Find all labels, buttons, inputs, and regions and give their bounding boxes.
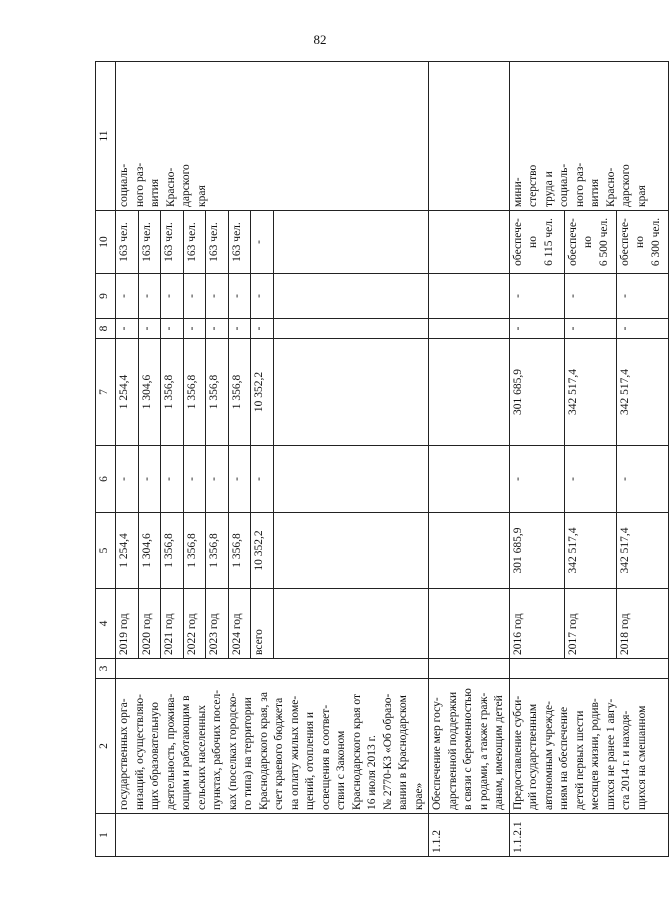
result-cell: 163 чел. — [161, 211, 184, 274]
header-cell: 5 — [96, 513, 116, 589]
value-cell: - — [206, 274, 229, 319]
empty-cell — [509, 659, 668, 679]
value-cell: 1 356,8 — [228, 339, 251, 446]
empty-cell — [429, 211, 510, 274]
executor-cell: мини- стерство труда и социаль- ного раз- вития Красно- дарского края — [509, 62, 668, 211]
empty-cell — [429, 274, 510, 319]
empty-cell — [274, 211, 429, 274]
header-cell: 9 — [96, 274, 116, 319]
result-cell: 163 чел. — [138, 211, 161, 274]
value-cell: - — [138, 319, 161, 339]
header-cell: 11 — [96, 62, 116, 211]
empty-cell — [429, 589, 510, 659]
value-cell: - — [509, 319, 564, 339]
year-cell: 2023 год — [206, 589, 229, 659]
value-cell: - — [183, 319, 206, 339]
value-cell: - — [138, 274, 161, 319]
program-table — [95, 61, 669, 857]
header-cell: 4 — [96, 589, 116, 659]
value-cell: 10 352,2 — [251, 339, 274, 446]
header-cell: 10 — [96, 211, 116, 274]
value-cell: - — [509, 274, 564, 319]
header-cell: 2 — [96, 679, 116, 814]
value-cell: 1 356,8 — [206, 513, 229, 589]
empty-cell — [274, 274, 429, 319]
value-cell: 301 685,9 — [509, 513, 564, 589]
header-row — [96, 62, 116, 857]
result-cell: - — [251, 211, 274, 274]
value-cell: 342 517,4 — [564, 339, 616, 446]
value-cell: - — [161, 319, 184, 339]
year-cell: 2021 год — [161, 589, 184, 659]
empty-cell — [274, 446, 429, 513]
item-number: 1.1.2 — [429, 814, 510, 857]
result-cell: обеспече- но 6 115 чел. — [509, 211, 564, 274]
year-cell: 2020 год — [138, 589, 161, 659]
empty-cell — [274, 589, 429, 659]
value-cell: - — [564, 319, 616, 339]
year-cell: 2016 год — [509, 589, 564, 659]
empty-cell — [274, 339, 429, 446]
value-cell: - — [564, 446, 616, 513]
item-number: 1.1.2.1 — [509, 814, 668, 857]
value-cell: 1 304,6 — [138, 339, 161, 446]
page-number: 82 — [313, 32, 327, 47]
result-cell: 163 чел. — [183, 211, 206, 274]
value-cell: - — [228, 446, 251, 513]
value-cell: 301 685,9 — [509, 339, 564, 446]
item-description: Предоставление субси- дий государственным автономным учрежде- ниям на обеспечение детей первых шести месяцев жизни, родив- шихся не ранее 1 авгу- ста 2014 г. и находя- щихся на смешанном — [509, 679, 668, 814]
header-cell: 7 — [96, 339, 116, 446]
value-cell: - — [183, 274, 206, 319]
value-cell: - — [161, 274, 184, 319]
year-cell: 2018 год — [616, 589, 668, 659]
value-cell: - — [183, 446, 206, 513]
value-cell: - — [228, 319, 251, 339]
year-cell: 2019 год — [116, 589, 139, 659]
table-row — [509, 62, 564, 857]
header-cell: 3 — [96, 659, 116, 679]
year-cell: всего — [251, 589, 274, 659]
value-cell: 1 254,4 — [116, 513, 139, 589]
table-row — [429, 62, 510, 857]
header-cell: 8 — [96, 319, 116, 339]
year-cell: 2022 год — [183, 589, 206, 659]
value-cell: - — [251, 319, 274, 339]
empty-cell — [429, 659, 510, 679]
value-cell: - — [616, 274, 668, 319]
value-cell: 1 356,8 — [206, 339, 229, 446]
value-cell: 1 356,8 — [183, 513, 206, 589]
executor-cell: социаль- ного раз- вития Красно- дарского края — [116, 62, 429, 211]
year-cell: 2017 год — [564, 589, 616, 659]
result-cell: обеспече- но 6 500 чел. — [564, 211, 616, 274]
header-cell: 6 — [96, 446, 116, 513]
value-cell: - — [616, 446, 668, 513]
value-cell: 1 356,8 — [161, 513, 184, 589]
result-cell: 163 чел. — [228, 211, 251, 274]
value-cell: - — [228, 274, 251, 319]
empty-cell — [116, 659, 429, 679]
value-cell: 10 352,2 — [251, 513, 274, 589]
empty-cell — [274, 319, 429, 339]
empty-cell — [429, 62, 510, 211]
value-cell: - — [116, 319, 139, 339]
result-cell: 163 чел. — [116, 211, 139, 274]
value-cell: - — [509, 446, 564, 513]
header-cell: 1 — [96, 814, 116, 857]
value-cell: - — [251, 274, 274, 319]
empty-cell — [429, 339, 510, 446]
value-cell: 1 304,6 — [138, 513, 161, 589]
empty-cell — [429, 446, 510, 513]
result-cell: 163 чел. — [206, 211, 229, 274]
value-cell: 1 254,4 — [116, 339, 139, 446]
item-description: Обеспечение мер госу- дарственной поддержки в связи с беременностью и родами, а также граж- данам, имеющим детей — [429, 679, 510, 814]
value-cell: - — [138, 446, 161, 513]
value-cell: 342 517,4 — [564, 513, 616, 589]
value-cell: 1 356,8 — [183, 339, 206, 446]
result-cell: обеспече- но 6 300 чел. — [616, 211, 668, 274]
table-row — [116, 62, 139, 857]
value-cell: 1 356,8 — [228, 513, 251, 589]
value-cell: - — [564, 274, 616, 319]
value-cell: - — [616, 319, 668, 339]
value-cell: 342 517,4 — [616, 513, 668, 589]
rotated-table-container — [95, 62, 662, 857]
year-cell: 2024 год — [228, 589, 251, 659]
value-cell: - — [206, 446, 229, 513]
value-cell: - — [116, 446, 139, 513]
item-number-cell — [116, 814, 429, 857]
value-cell: - — [251, 446, 274, 513]
empty-cell — [429, 319, 510, 339]
value-cell: - — [116, 274, 139, 319]
value-cell: 1 356,8 — [161, 339, 184, 446]
empty-cell — [429, 513, 510, 589]
item-description: государственных орга- низаций, осуществляю- щих образовательную деятельность, прожива- ющим и работающим в сельских населенных пунктах, рабочих посел- ках (поселках городско- го типа) на территории Краснодарского края, за счет краевого бюджета на оплату жилых поме- щений, отопления и освещения в соответ- ствии с Законом Краснодарского края от 16 июля 2013 г. № 2770-КЗ «Об образо- вании в Краснодарском крае» — [116, 679, 429, 814]
value-cell: - — [161, 446, 184, 513]
value-cell: - — [206, 319, 229, 339]
empty-cell — [274, 513, 429, 589]
value-cell: 342 517,4 — [616, 339, 668, 446]
